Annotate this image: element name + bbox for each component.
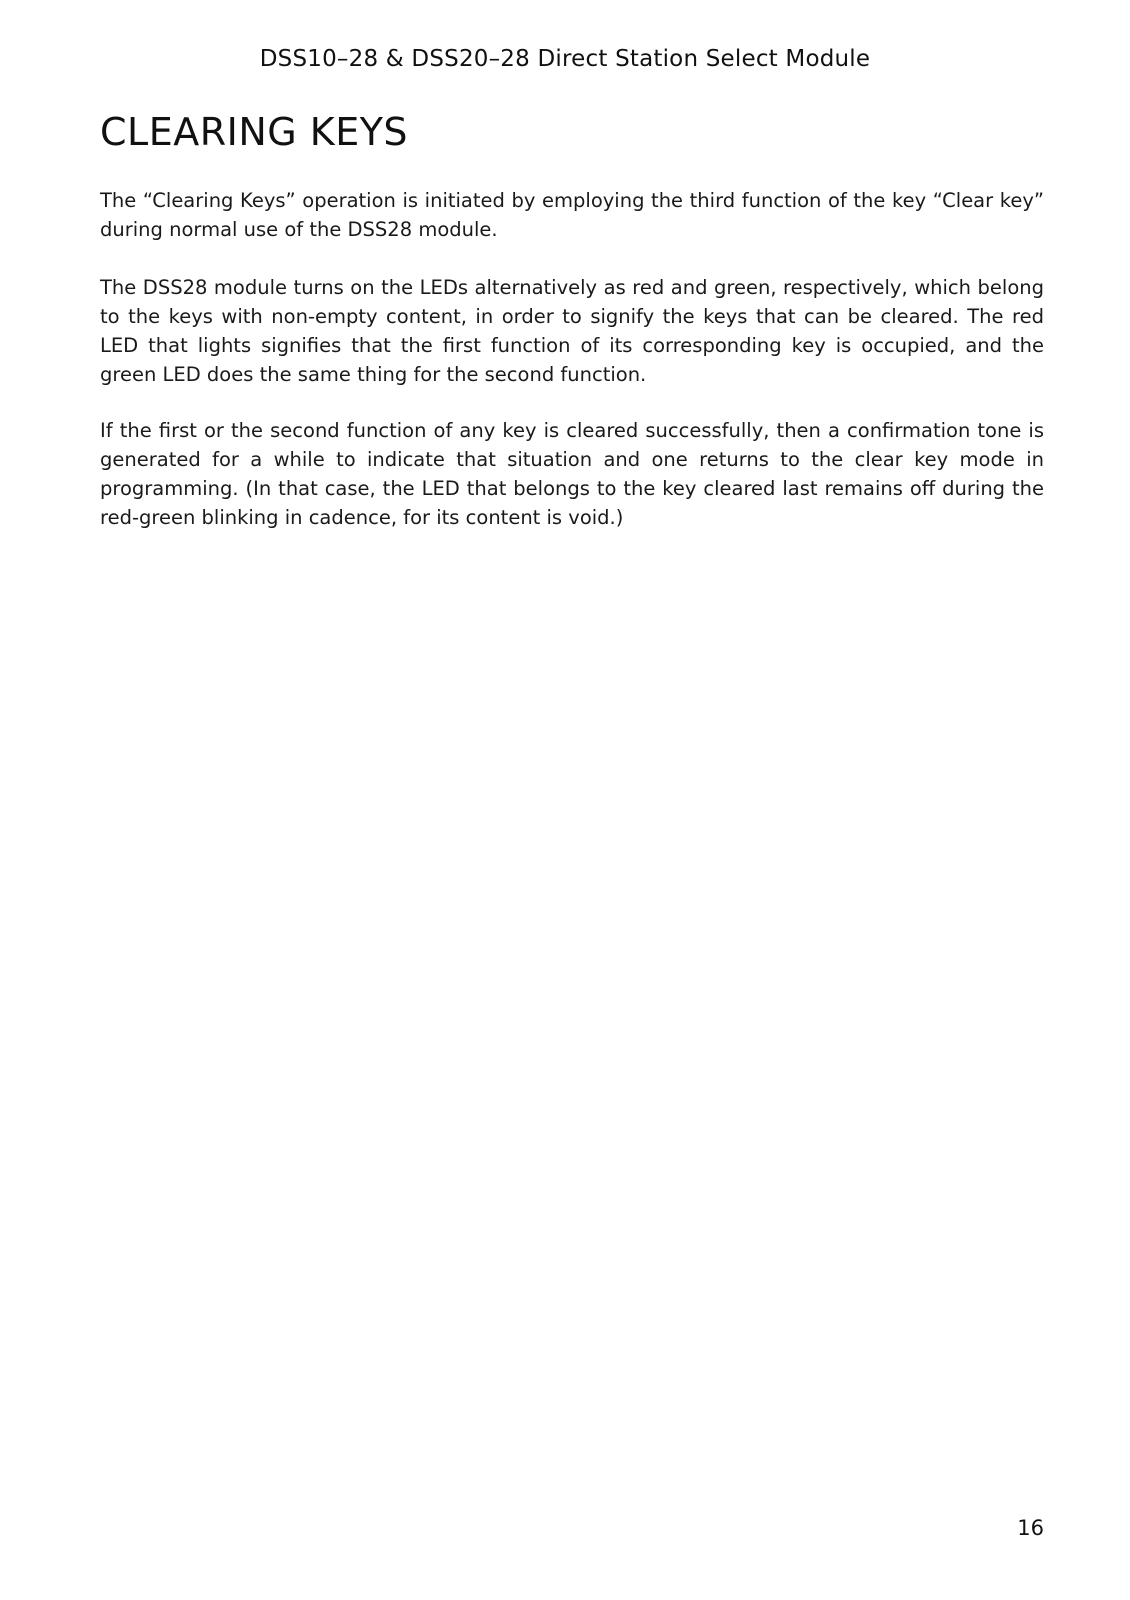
section-title: CLEARING KEYS <box>100 110 409 154</box>
paragraph-confirmation-tone: If the first or the second function of any key is cleared successfully, then a confirmation tone is generated for a while to indicate that situation and one returns to the clear key mode in programming. (In that case, the LED that belongs to the key cleared last remains off during the red-green blinking in cadence, for its content is void.) <box>100 419 1044 529</box>
page-number: 16 <box>1017 1516 1044 1540</box>
paragraph-clearing-keys-intro: The “Clearing Keys” operation is initiated by employing the third function of the key “Clear key” during normal use of the DSS28 module. <box>100 189 1044 241</box>
paragraph-led-indication: The DSS28 module turns on the LEDs alternatively as red and green, respectively, which belong to the keys with non-empty content, in order to signify the keys that can be cleared. The red LED that lights signifies that the first function of its corresponding key is occupied, and the green LED does the same thing for the second function. <box>100 276 1044 386</box>
running-header: DSS10–28 & DSS20–28 Direct Station Select Module <box>259 46 871 72</box>
